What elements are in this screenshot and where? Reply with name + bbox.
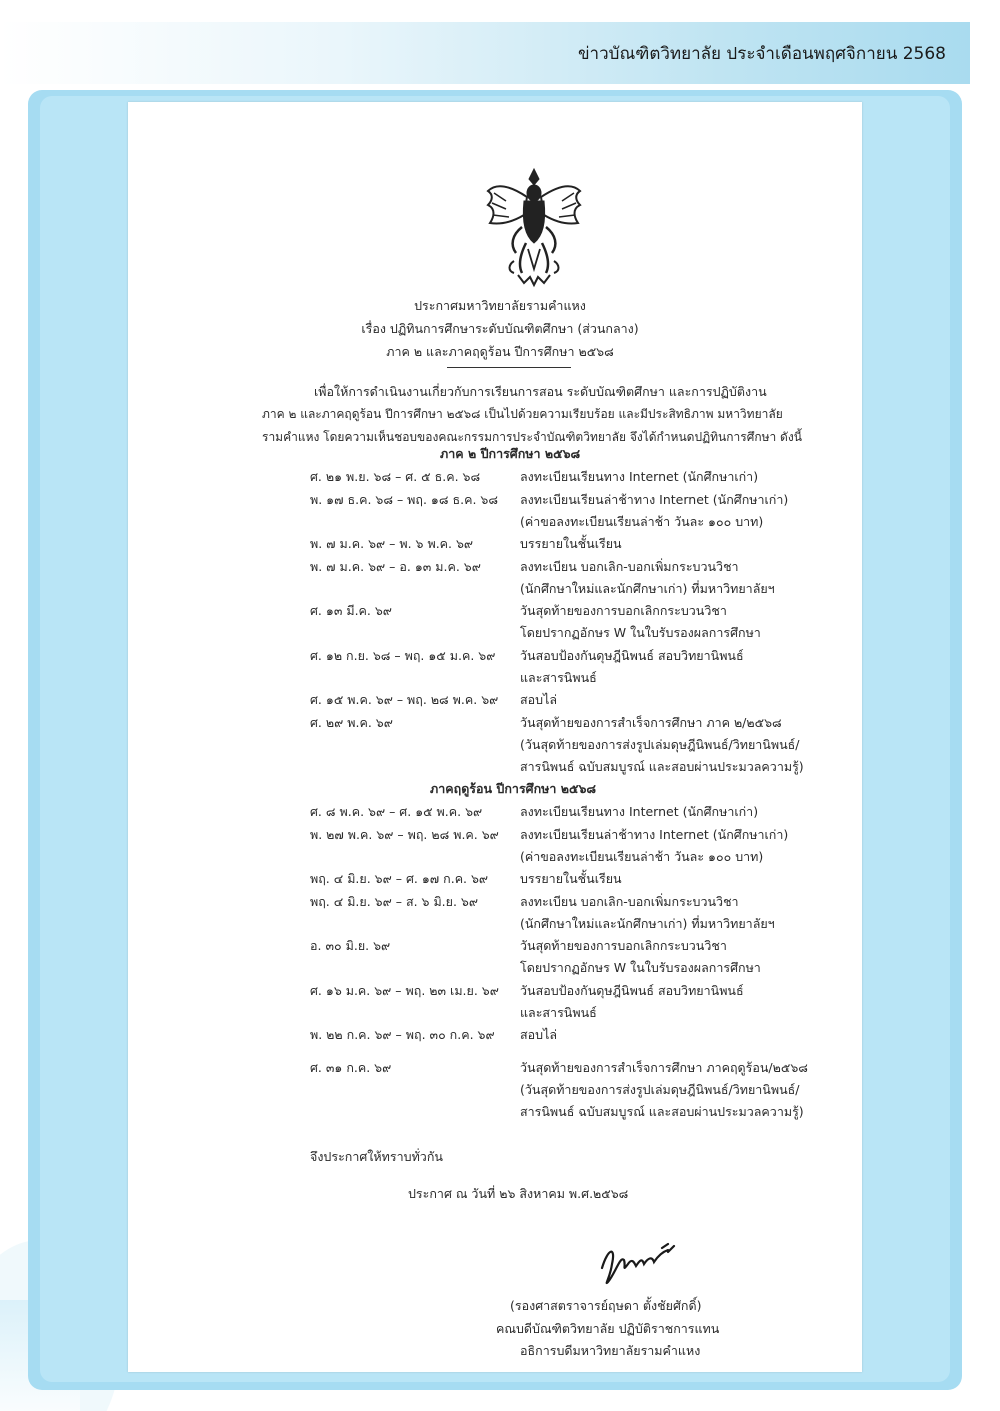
calendar-date: พ. ๒๒ ก.ค. ๖๙ – พฤ. ๓๐ ก.ค. ๖๙ — [310, 1027, 495, 1043]
signer-title: คณบดีบัณฑิตวิทยาลัย ปฏิบัติราชการแทน — [496, 1321, 720, 1336]
calendar-description: วันสุดท้ายของการบอกเลิกกระบวนวิชา — [520, 603, 727, 619]
calendar-description: วันสุดท้ายของการสำเร็จการศึกษา ภาคฤดูร้อน/๒๕๖๘ — [520, 1059, 808, 1075]
signer-title: อธิการบดีมหาวิทยาลัยรามคำแหง — [520, 1343, 701, 1358]
calendar-description: (ค่าขอลงทะเบียนเรียนล่าช้า วันละ ๑๐๐ บาท) — [520, 848, 764, 864]
calendar-description: (นักศึกษาใหม่และนักศึกษาเก่า) ที่มหาวิทยาลัยฯ — [520, 580, 775, 596]
calendar-description: ลงทะเบียนเรียนล่าช้าทาง Internet (นักศึกษาเก่า) — [520, 491, 789, 507]
calendar-date: ศ. ๒๙ พ.ค. ๖๙ — [310, 714, 393, 730]
title-divider — [447, 367, 571, 368]
calendar-description: ลงทะเบียนเรียนล่าช้าทาง Internet (นักศึกษาเก่า) — [520, 826, 789, 842]
calendar-description: วันสอบป้องกันดุษฎีนิพนธ์ สอบวิทยานิพนธ์ — [520, 982, 744, 998]
calendar-description: สารนิพนธ์ ฉบับสมบูรณ์ และสอบผ่านประมวลความรู้) — [520, 1104, 804, 1120]
calendar-description: บรรยายในชั้นเรียน — [520, 536, 622, 552]
signer-name: (รองศาสตราจารย์ฤษดา ตั้งชัยศักดิ์) — [510, 1298, 702, 1313]
calendar-date: อ. ๓๐ มิ.ย. ๖๙ — [310, 938, 391, 954]
calendar-date: พฤ. ๔ มิ.ย. ๖๙ – ส. ๖ มิ.ย. ๖๙ — [310, 893, 479, 909]
calendar-date: ศ. ๓๑ ก.ค. ๖๙ — [310, 1059, 392, 1075]
calendar-description: สอบไล่ — [520, 692, 558, 708]
calendar-description: (วันสุดท้ายของการส่งรูปเล่มดุษฎีนิพนธ์/วิทยานิพนธ์/ — [520, 736, 800, 752]
announcement-issuer: ประกาศมหาวิทยาลัยรามคำแหง — [414, 298, 586, 313]
calendar-description: วันสุดท้ายของการสำเร็จการศึกษา ภาค ๒/๒๕๖๘ — [520, 714, 782, 730]
intro-line: ภาค ๒ และภาคฤดูร้อน ปีการศึกษา ๒๕๖๘ เป็นไปด้วยความเรียบร้อย และมีประสิทธิภาพ มหาวิทยาลัย — [262, 407, 783, 421]
newsletter-title: ข่าวบัณฑิตวิทยาลัย ประจำเดือนพฤศจิกายน 2568 — [577, 44, 946, 64]
announcement-date: ประกาศ ณ วันที่ ๒๖ สิงหาคม พ.ศ.๒๕๖๘ — [408, 1186, 629, 1201]
calendar-date: ศ. ๑๓ มี.ค. ๖๙ — [310, 603, 392, 619]
section-title: ภาค ๒ ปีการศึกษา ๒๕๖๘ — [440, 446, 581, 461]
calendar-description: ลงทะเบียน บอกเลิก-บอกเพิ่มกระบวนวิชา — [520, 558, 739, 574]
calendar-description: บรรยายในชั้นเรียน — [520, 871, 622, 887]
calendar-description: (วันสุดท้ายของการส่งรูปเล่มดุษฎีนิพนธ์/วิทยานิพนธ์/ — [520, 1081, 800, 1097]
announcement-term: ภาค ๒ และภาคฤดูร้อน ปีการศึกษา ๒๕๖๘ — [386, 344, 614, 359]
handwritten-signature-icon — [598, 1238, 678, 1288]
calendar-date: ศ. ๑๒ ก.ย. ๖๘ – พฤ. ๑๕ ม.ค. ๖๙ — [310, 647, 496, 663]
calendar-description: ลงทะเบียน บอกเลิก-บอกเพิ่มกระบวนวิชา — [520, 893, 739, 909]
calendar-description: โดยปรากฏอักษร W ในใบรับรองผลการศึกษา — [520, 625, 761, 641]
calendar-description: สารนิพนธ์ ฉบับสมบูรณ์ และสอบผ่านประมวลความรู้) — [520, 759, 804, 775]
calendar-date: พ. ๒๗ พ.ค. ๖๙ – พฤ. ๒๘ พ.ค. ๖๙ — [310, 826, 499, 842]
calendar-date: ศ. ๒๑ พ.ย. ๖๘ – ศ. ๕ ธ.ค. ๖๘ — [310, 469, 481, 485]
calendar-description: และสารนิพนธ์ — [520, 1005, 597, 1020]
intro-line: เพื่อให้การดำเนินงานเกี่ยวกับการเรียนการสอน ระดับบัณฑิตศึกษา และการปฏิบัติงาน — [314, 384, 767, 399]
calendar-description: (ค่าขอลงทะเบียนเรียนล่าช้า วันละ ๑๐๐ บาท) — [520, 513, 764, 529]
calendar-description: ลงทะเบียนเรียนทาง Internet (นักศึกษาเก่า) — [520, 804, 759, 820]
intro-line: รามคำแหง โดยความเห็นชอบของคณะกรรมการประจำบัณฑิตวิทยาลัย จึงได้กำหนดปฏิทินการศึกษา ดังนี้ — [262, 430, 802, 444]
section-title: ภาคฤดูร้อน ปีการศึกษา ๒๕๖๘ — [430, 781, 597, 796]
calendar-description: วันสอบป้องกันดุษฎีนิพนธ์ สอบวิทยานิพนธ์ — [520, 647, 744, 663]
calendar-description: โดยปรากฏอักษร W ในใบรับรองผลการศึกษา — [520, 960, 761, 976]
calendar-description: วันสุดท้ายของการบอกเลิกกระบวนวิชา — [520, 938, 727, 954]
calendar-date: พ. ๗ ม.ค. ๖๙ – พ. ๖ พ.ค. ๖๙ — [310, 536, 474, 552]
calendar-date: พฤ. ๔ มิ.ย. ๖๙ – ศ. ๑๗ ก.ค. ๖๙ — [310, 871, 489, 887]
calendar-date: ศ. ๑๖ ม.ค. ๖๙ – พฤ. ๒๓ เม.ย. ๖๙ — [310, 982, 499, 998]
calendar-description: ลงทะเบียนเรียนทาง Internet (นักศึกษาเก่า) — [520, 469, 759, 485]
closing-notice: จึงประกาศให้ทราบทั่วกัน — [310, 1149, 443, 1164]
calendar-date: ศ. ๘ พ.ค. ๖๙ – ศ. ๑๕ พ.ค. ๖๙ — [310, 804, 483, 820]
calendar-description: และสารนิพนธ์ — [520, 670, 597, 685]
calendar-date: ศ. ๑๕ พ.ค. ๖๙ – พฤ. ๒๘ พ.ค. ๖๙ — [310, 692, 499, 708]
garuda-emblem-icon — [484, 165, 584, 290]
calendar-description: (นักศึกษาใหม่และนักศึกษาเก่า) ที่มหาวิทยาลัยฯ — [520, 915, 775, 931]
calendar-date: พ. ๗ ม.ค. ๖๙ – อ. ๑๓ ม.ค. ๖๙ — [310, 558, 481, 574]
calendar-date: พ. ๑๗ ธ.ค. ๖๘ – พฤ. ๑๘ ธ.ค. ๖๘ — [310, 491, 498, 507]
calendar-description: สอบไล่ — [520, 1027, 558, 1043]
announcement-subject: เรื่อง ปฏิทินการศึกษาระดับบัณฑิตศึกษา (ส่วนกลาง) — [361, 321, 639, 336]
